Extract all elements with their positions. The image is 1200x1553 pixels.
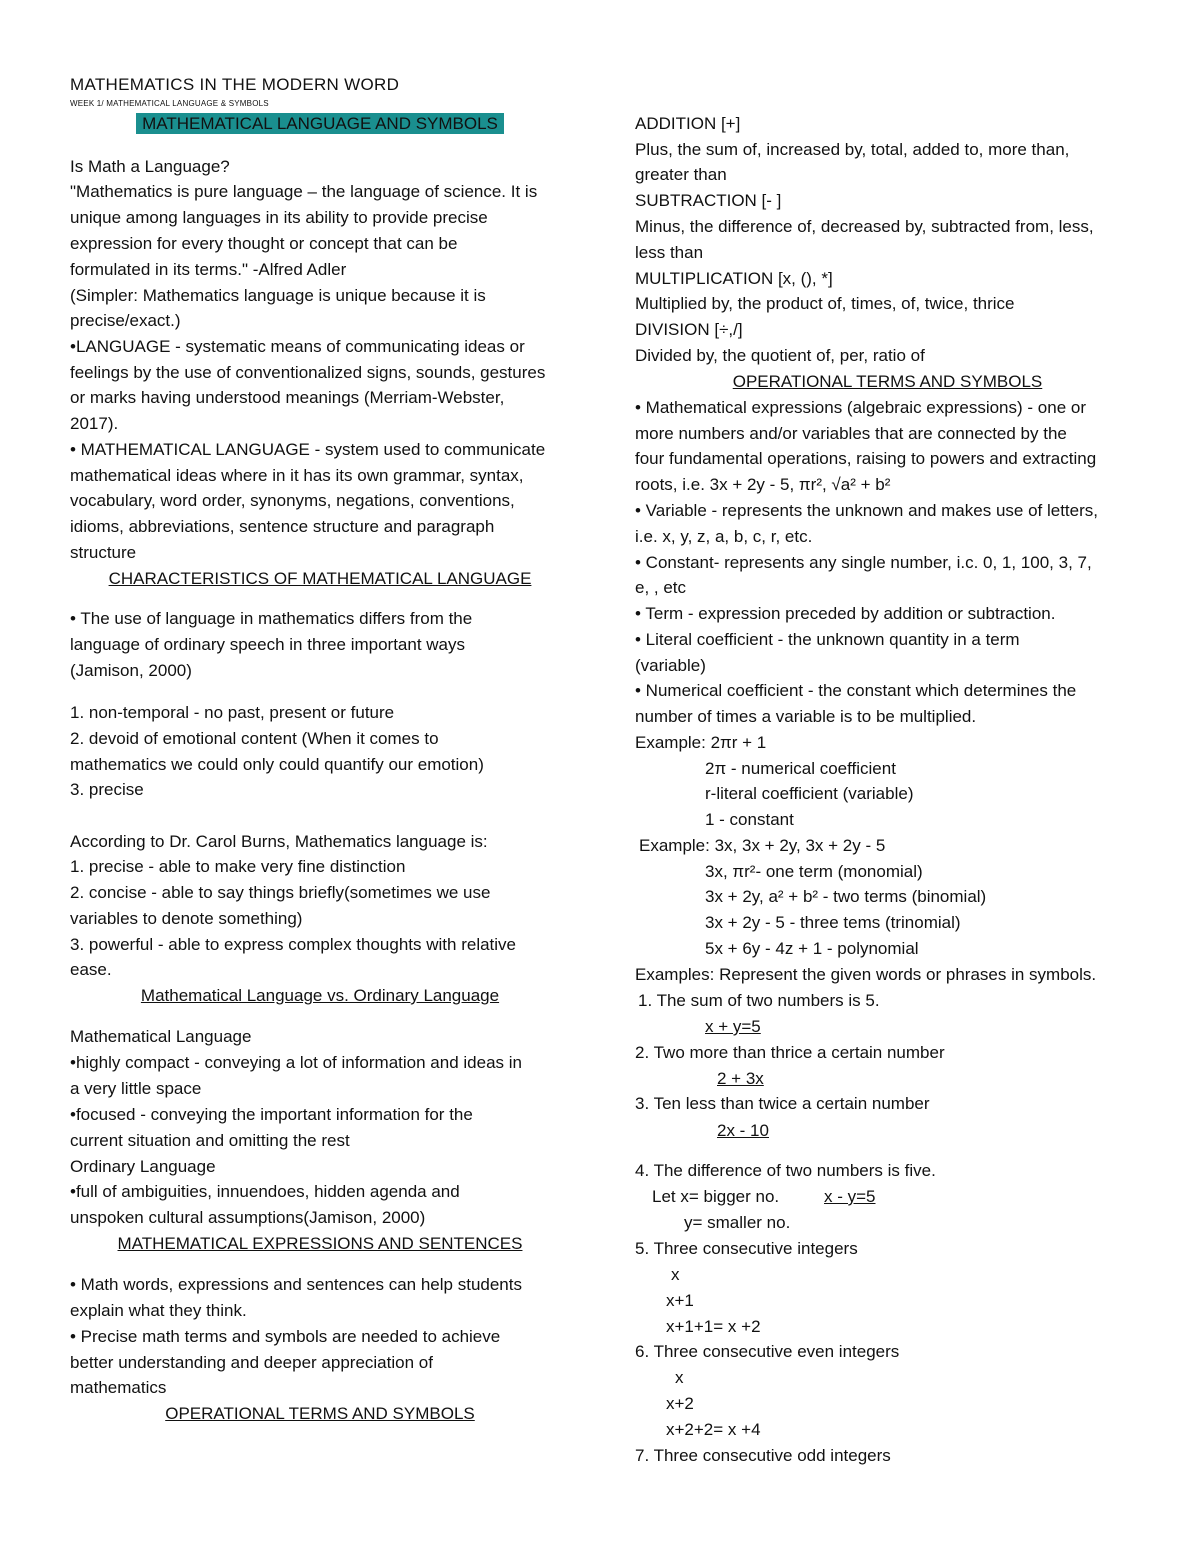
text-line: 2. Two more than thrice a certain number [635, 1043, 945, 1062]
text-line: 5. Three consecutive integers [635, 1239, 858, 1258]
text-line: unique among languages in its ability to provide precise [70, 208, 488, 227]
text-line: four fundamental operations, raising to powers and extracting [635, 449, 1097, 468]
text-line: •full of ambiguities, innuendoes, hidden agenda and [70, 1182, 460, 1201]
main-heading: MATHEMATICAL LANGUAGE AND SYMBOLS [136, 113, 504, 134]
section-heading [70, 1403, 570, 1425]
section-heading-text: CHARACTERISTICS OF MATHEMATICAL LANGUAGE [108, 569, 532, 588]
text-line: unspoken cultural assumptions(Jamison, 2000) [70, 1208, 426, 1227]
text-line: • Mathematical expressions (algebraic expressions) - one or [635, 398, 1086, 417]
section-heading [70, 1233, 570, 1255]
section-heading-text: OPERATIONAL TERMS AND SYMBOLS [165, 1404, 475, 1423]
text-line: Divided by, the quotient of, per, ratio of [635, 346, 925, 365]
text-line: more numbers and/or variables that are connected by the [635, 424, 1067, 443]
text-line: • Math words, expressions and sentences can help students [70, 1275, 522, 1294]
text-line: 3x + 2y, a² + b² - two terms (binomial) [705, 887, 987, 906]
text-line: • Constant- represents any single number, i.c. 0, 1, 100, 3, 7, [635, 553, 1092, 572]
text-line: 2. concise - able to say things briefly(sometimes we use [70, 883, 491, 902]
text-line: e, , etc [635, 578, 687, 597]
text-line: greater than [635, 165, 727, 184]
text-line: Examples: Represent the given words or phrases in symbols. [635, 965, 1097, 984]
text-line: current situation and omitting the rest [70, 1131, 350, 1150]
text-line: DIVISION [÷,/] [635, 320, 743, 339]
text-line: ease. [70, 960, 112, 979]
section-heading [70, 568, 570, 590]
text-line: 1 - constant [705, 810, 794, 829]
text-line: SUBTRACTION [- ] [635, 191, 782, 210]
text-line: 3. powerful - able to express complex thoughts with relative [70, 935, 517, 954]
text-line: • Literal coefficient - the unknown quantity in a term [635, 630, 1020, 649]
text-line: (Jamison, 2000) [70, 661, 192, 680]
text-line: x+2 [666, 1394, 694, 1413]
text-line: x+1+1= x +2 [666, 1317, 761, 1336]
text-line: Mathematical Language [70, 1027, 252, 1046]
text-line: 7. Three consecutive odd integers [635, 1446, 891, 1465]
text-line: 1. The sum of two numbers is 5. [638, 991, 880, 1010]
section-heading [70, 985, 570, 1007]
text-line: According to Dr. Carol Burns, Mathematics language is: [70, 832, 488, 851]
answer-line: x + y=5 [705, 1017, 761, 1036]
text-line: vocabulary, word order, synonyms, negations, conventions, [70, 491, 515, 510]
text-line: •highly compact - conveying a lot of information and ideas in [70, 1053, 522, 1072]
text-line: mathematics [70, 1378, 167, 1397]
text-line: Is Math a Language? [70, 157, 230, 176]
text-line: less than [635, 243, 704, 262]
text-line: 1. non-temporal - no past, present or future [70, 703, 395, 722]
text-line: • Precise math terms and symbols are needed to achieve [70, 1327, 501, 1346]
text-line: •LANGUAGE - systematic means of communicating ideas or [70, 337, 525, 356]
text-line: explain what they think. [70, 1301, 247, 1320]
text-line: formulated in its terms." -Alfred Adler [70, 260, 347, 279]
text-line: precise/exact.) [70, 311, 181, 330]
text-line: 3. precise [70, 780, 144, 799]
text-line: Let x= bigger no. [652, 1187, 780, 1206]
text-line: • Variable - represents the unknown and makes use of letters, [635, 501, 1098, 520]
text-line: • The use of language in mathematics differs from the [70, 609, 473, 628]
section-heading-text: OPERATIONAL TERMS AND SYMBOLS [732, 372, 1043, 391]
text-line: 2017). [70, 414, 119, 433]
text-line: • Numerical coefficient - the constant which determines the [635, 681, 1077, 700]
text-line: Example: 2πr + 1 [635, 733, 767, 752]
text-line: roots, i.e. 3x + 2y - 5, πr², √a² + b² [635, 475, 891, 494]
text-line: "Mathematics is pure language – the language of science. It is [70, 182, 538, 201]
text-line: • Term - expression preceded by addition or subtraction. [635, 604, 1056, 623]
document-title: MATHEMATICS IN THE MODERN WORD [70, 75, 400, 94]
text-line: MULTIPLICATION [x, (), *] [635, 269, 833, 288]
text-line: 2π - numerical coefficient [705, 759, 896, 778]
text-line: x+2+2= x +4 [666, 1420, 761, 1439]
section-heading-text: Mathematical Language vs. Ordinary Language [140, 986, 500, 1005]
text-line: x [675, 1368, 684, 1387]
text-line: 3x, πr²- one term (monomial) [705, 862, 923, 881]
text-line: 3x + 2y - 5 - three tems (trinomial) [705, 913, 961, 932]
text-line: •focused - conveying the important information for the [70, 1105, 473, 1124]
text-line: idioms, abbreviations, sentence structure and paragraph [70, 517, 495, 536]
text-line: 3. Ten less than twice a certain number [635, 1094, 930, 1113]
text-line: i.e. x, y, z, a, b, c, r, etc. [635, 527, 813, 546]
text-line: expression for every thought or concept that can be [70, 234, 458, 253]
text-line: 1. precise - able to make very fine distinction [70, 857, 406, 876]
text-line: structure [70, 543, 137, 562]
answer-line: x - y=5 [824, 1187, 876, 1206]
text-line: Minus, the difference of, decreased by, subtracted from, less, [635, 217, 1094, 236]
text-line: x [671, 1265, 680, 1284]
document-subtitle: WEEK 1/ MATHEMATICAL LANGUAGE & SYMBOLS [70, 99, 269, 108]
text-line: 2. devoid of emotional content (When it comes to [70, 729, 439, 748]
text-line: variables to denote something) [70, 909, 303, 928]
text-line: 6. Three consecutive even integers [635, 1342, 900, 1361]
text-line: or marks having understood meanings (Merriam-Webster, [70, 388, 505, 407]
text-line: Example: 3x, 3x + 2y, 3x + 2y - 5 [639, 836, 886, 855]
text-line: r-literal coefficient (variable) [705, 784, 914, 803]
answer-line: 2x - 10 [717, 1121, 769, 1140]
main-heading-wrap [70, 113, 570, 135]
text-line: better understanding and deeper appreciation of [70, 1353, 433, 1372]
text-line: mathematical ideas where in it has its own grammar, syntax, [70, 466, 524, 485]
text-line: feelings by the use of conventionalized signs, sounds, gestures [70, 363, 546, 382]
text-line: ADDITION [+] [635, 114, 741, 133]
text-line: y= smaller no. [684, 1213, 791, 1232]
text-line: Ordinary Language [70, 1157, 216, 1176]
section-heading-text: MATHEMATICAL EXPRESSIONS AND SENTENCES [117, 1234, 523, 1253]
text-line: (variable) [635, 656, 706, 675]
text-line: Plus, the sum of, increased by, total, added to, more than, [635, 140, 1070, 159]
answer-line: 2 + 3x [717, 1069, 764, 1088]
text-line: a very little space [70, 1079, 202, 1098]
text-line: 4. The difference of two numbers is five. [635, 1161, 936, 1180]
text-line: (Simpler: Mathematics language is unique because it is [70, 286, 486, 305]
text-line: Multiplied by, the product of, times, of, twice, thrice [635, 294, 1015, 313]
text-line: • MATHEMATICAL LANGUAGE - system used to communicate [70, 440, 546, 459]
text-line: mathematics we could only could quantify our emotion) [70, 755, 484, 774]
text-line: language of ordinary speech in three important ways [70, 635, 466, 654]
text-line: 5x + 6y - 4z + 1 - polynomial [705, 939, 919, 958]
text-line: x+1 [666, 1291, 694, 1310]
text-line: number of times a variable is to be multiplied. [635, 707, 977, 726]
section-heading [635, 371, 1140, 393]
